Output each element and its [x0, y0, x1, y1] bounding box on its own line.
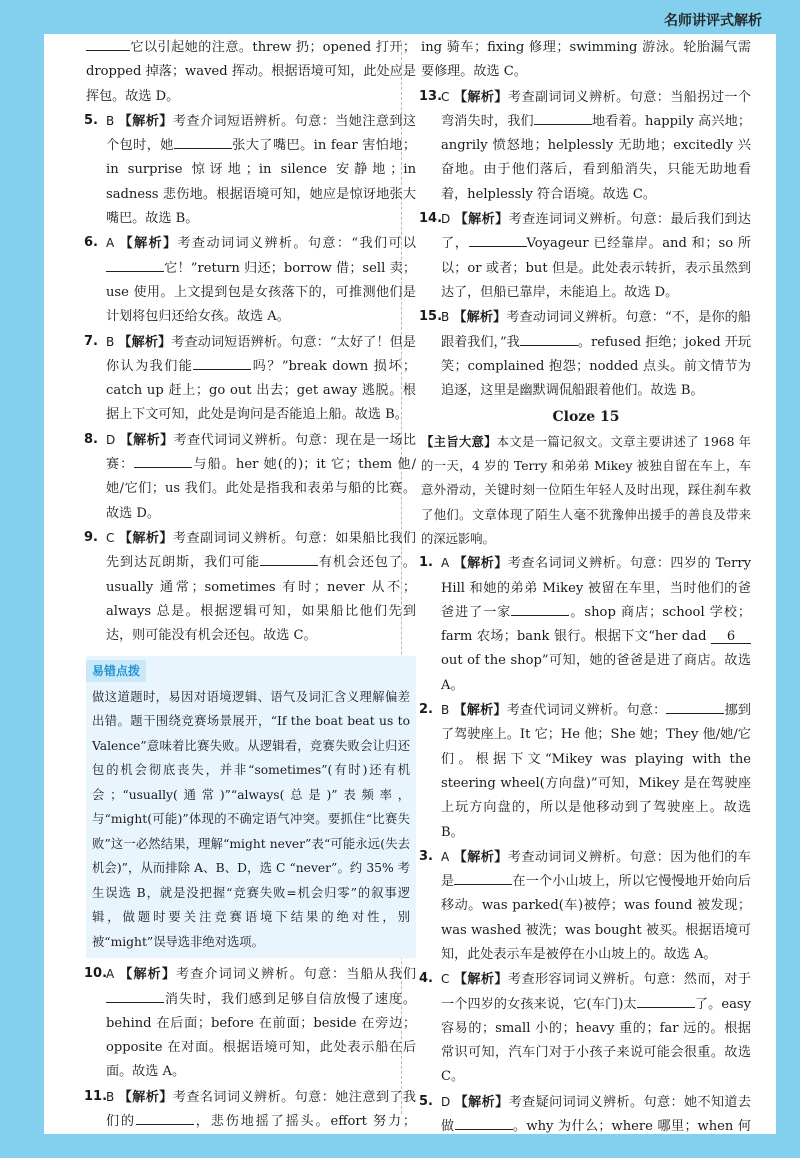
error-tip-header: 易错点拨: [86, 660, 146, 682]
left-column: [86, 36, 416, 1134]
analysis-label: 【解析】: [453, 703, 507, 719]
item-text-b: 消失时，我们感到足够自信放慢了速度。behind 在后面；before 在前面；beside 在旁边；opposite 在对面。根据语境可知，此处表示船在后面。故选 A。: [106, 991, 416, 1080]
answer-blank: [637, 994, 695, 1008]
answer-item: [421, 207, 751, 305]
answer-letter: B: [106, 334, 115, 349]
answer-item: [86, 330, 416, 428]
left-items: [86, 109, 416, 649]
item-number: 5.: [419, 1093, 433, 1109]
item-text-a: 考查疑问词词义辨析。句意：她不知道去做: [441, 1094, 752, 1134]
summary-label: 【主旨大意】: [421, 433, 497, 449]
answer-letter: D: [106, 432, 116, 447]
item-text-a: 考查介词短语辨析。句意：当她注意到这个包时，她: [106, 113, 417, 154]
answer-item: [421, 1090, 751, 1134]
item-text-b: Voyageur 已经靠岸。and 和；so 所以；or 或者；but 但是。此处表示转折，表示虽然到达了，但船已靠岸，未能追上。故选 D。: [441, 236, 752, 300]
answer-letter: C: [441, 972, 450, 987]
summary-text: 本文是一篇记叙文。文章主要讲述了 1968 年的一天，4 岁的 Terry 和弟弟 Mikey 被独自留在车上，车意外滑动，关键时刻一位陌生年轻人及时出现，踩住刹车救了他们。文章体现了陌生人毫不犹豫伸出援手的善良及带来的深远影响。: [421, 434, 751, 546]
item-text-b: 吗？”break down 损坏；catch up 赶上；go out 出去；get away 逃脱。根据上下文可知，此处是询问是否能追上船。故选 B。: [106, 358, 416, 423]
answer-letter: A: [441, 556, 450, 571]
item-text-a: 考查副词词义辨析。句意：当船拐过一个弯消失时，我们: [441, 89, 752, 129]
item-text-b: 。refused 拒绝；joked 开玩笑；complained 抱怨；nodded 点头。前文情节为追逐，这里是幽默调侃船跟着他们。故选 B。: [441, 334, 751, 399]
item-text-a: 考查动词词义辨析。句意：因为他们的车是: [441, 849, 752, 890]
error-tip-body: 做这道题时，易因对语境逻辑、语气及词汇含义理解偏差出错。题干围绕竞赛场景展开，“If the boat beat us to Valence”意味着比赛失败。从逻辑看，竞赛失败会让归还包的机会彻底丧失，并非“sometimes”(有时)还有机会；“usually(通常)”“always(总是)”表频率，与“might(可能)”体现的不确定语气冲突。要抓住“比赛失败”这一必然结果，理解“might never”表“可能永远(失去机会)”，从而排除 A、B、D，选 C “never”。约 35% 考生误选 B，就是没把握“竞赛失败=机会归零”的叙事逻辑，做题时要关注竞赛语境下结果的绝对性，别被“might”误导选非绝对选项。: [92, 689, 410, 949]
analysis-label: 【解析】: [118, 530, 173, 546]
item-text-b: 。shop 商店；school 学校；farm 农场；bank 银行。根据下文“her dad: [441, 604, 752, 645]
numbered-blank: 6: [711, 630, 751, 644]
passage-summary: [421, 430, 751, 551]
answer-blank: [106, 258, 164, 272]
item-text-c: out of the shop”可知，她的爸爸是进了商店。故选 A。: [441, 653, 751, 693]
item-number: 3.: [419, 848, 433, 864]
answer-letter: B: [106, 1089, 115, 1104]
page: [44, 34, 776, 1134]
item-text-a: 考查代词词义辨析。句意：: [506, 703, 667, 719]
answer-letter: A: [106, 236, 115, 251]
item-number: 11.: [84, 1088, 108, 1104]
item-text-b: ，悲伤地摇了摇头。effort 努力；: [193, 1114, 417, 1129]
answer-letter: B: [441, 310, 450, 325]
item-number: 14.: [419, 211, 443, 227]
answer-continuation: [86, 36, 416, 109]
analysis-label: 【解析】: [454, 1094, 509, 1110]
item-text-a: 考查形容词词义辨析。句意：然而，对于一个四岁的女孩来说，它(车门)太: [441, 972, 752, 1012]
analysis-label: 【解析】: [118, 236, 178, 252]
analysis-label: 【解析】: [118, 334, 172, 350]
answer-blank: [134, 454, 192, 468]
answer-item: [86, 526, 416, 648]
answer-blank: [511, 602, 569, 616]
answer-item: [86, 109, 416, 231]
item-text-a: 考查副词词义辨析。句意：如果船比我们先到达瓦朗斯，我们可能: [106, 530, 417, 571]
answer-letter: A: [441, 849, 450, 864]
analysis-label: 【解析】: [453, 89, 508, 105]
answer-item: [421, 967, 751, 1089]
answer-blank: [520, 332, 578, 346]
answer-blank: [106, 989, 164, 1003]
analysis-label: 【解析】: [118, 1089, 173, 1105]
answer-item: [421, 305, 751, 403]
answer-letter: D: [441, 212, 451, 227]
item-number: 5.: [84, 112, 98, 128]
item-number: 10.: [84, 966, 108, 982]
answer-letter: B: [441, 703, 450, 718]
item-number: 7.: [84, 333, 98, 349]
analysis-label: 【解析】: [453, 556, 508, 572]
item-text-b: 地看着。happily 高兴地；angrily 愤怒地；helplessly 无助地；excitedly 兴奋地。由于他们落后，看到船消失，只能无助地看着，helplessly 符合语境。故选 C。: [441, 113, 752, 202]
item-text-b: 在一个小山坡上，所以它慢慢地开始向后移动。was parked(车)被停；was found 被发现；was washed 被洗；was bought 被买。根据语境可知，此处表示车是被停在小山坡上的。故选 A。: [441, 874, 752, 962]
answer-letter: C: [106, 530, 115, 545]
answer-blank: [469, 233, 527, 247]
right-items: [421, 85, 751, 404]
answer-letter: A: [106, 967, 115, 982]
page-header-title: 名师讲评式解析: [664, 13, 762, 29]
answer-blank: [455, 1116, 513, 1130]
item-text-a: 考查连词词义辨析。句意：最后我们到达了，: [441, 212, 752, 252]
answer-item: [421, 85, 751, 207]
item-text-b: 有机会还包了。usually 通常；sometimes 有时；never 从不；always 总是。根据逻辑可知，如果船比他们先到达，则可能没有机会还包。故选 C。: [106, 555, 416, 644]
left-items-2: [86, 962, 416, 1134]
item-text-a: 考查代词词义辨析。句意：现在是一场比赛：: [106, 432, 417, 473]
answer-item: [421, 551, 751, 698]
cloze-title: Cloze 15: [552, 409, 620, 426]
item-number: 13.: [419, 88, 443, 104]
answer-letter: D: [441, 1094, 451, 1109]
item-number: 2.: [419, 702, 433, 718]
analysis-label: 【解析】: [118, 967, 177, 983]
analysis-label: 【解析】: [118, 113, 173, 129]
item-text-a: 考查动词词义辨析。句意：“不，是你的船跟着我们，”我: [441, 310, 751, 350]
item-number: 15.: [419, 309, 443, 325]
answer-letter: B: [106, 113, 115, 128]
answer-blank: [193, 356, 251, 370]
item-text-b: 它！”return 归还；borrow 借；sell 卖；use 使用。上文提到包是女孩落下的，可推测他们是计划将包归还给女孩。故选 A。: [106, 260, 416, 325]
item-text-a: 考查名词词义辨析。句意：四岁的 Terry Hill 和她的弟弟 Mikey 被留在车里，当时他们的爸爸进了一家: [441, 556, 752, 620]
item-text-a: 考查动词短语辨析。句意：“太好了！但是你认为我们能: [106, 334, 416, 374]
item-text-b: 了。easy 容易的；small 小的；heavy 重的；far 远的。根据常识可知，汽车门对于小孩子来说可能会很重。故选 C。: [441, 996, 752, 1085]
answer-blank: [260, 552, 318, 566]
header-bar: [0, 0, 800, 34]
answer-blank: [534, 111, 592, 125]
answer-item: [421, 845, 751, 967]
answer-blank: [136, 1111, 194, 1125]
answer-item: [86, 428, 416, 526]
item-text-a: 考查名词词义辨析。句意：她注意到了我们的: [106, 1089, 417, 1129]
item-text-a: 考查动词词义辨析。句意：“我们可以: [177, 236, 416, 252]
item-number: 9.: [84, 529, 98, 545]
answer-letter: C: [441, 89, 450, 104]
item-number: 4.: [419, 971, 433, 987]
answer-blank: [86, 37, 130, 51]
analysis-label: 【解析】: [119, 432, 174, 448]
analysis-label: 【解析】: [453, 972, 508, 988]
right-column: [421, 36, 751, 1134]
item-text-b: 张大了嘴巴。in fear 害怕地；in surprise 惊讶地；in silence 安静地；in sadness 悲伤地。根据语境可知，她应是惊讶地张大嘴巴。故选 B。: [106, 138, 417, 227]
answer-item: [86, 1085, 416, 1134]
answer-item: [421, 698, 751, 845]
answer-item: [86, 231, 416, 329]
answer-blank: [666, 700, 724, 714]
analysis-label: 【解析】: [453, 310, 507, 326]
answer-continuation-right: ing 骑车；fixing 修理；swimming 游泳。轮胎漏气需要修理。故选 C。: [421, 40, 751, 80]
item-text-b: 挪到了驾驶座上。It 它；He 他；She 她；They 他/她/它们。根据下文“Mikey was playing with the steering wheel(方向盘)”可知，Mikey 是在驾驶座上玩方向盘的，所以是他移动到了驾驶座上。故选 B。: [441, 703, 752, 840]
paragraph-text: 它以引起她的注意。threw 扔；opened 打开；dropped 掉落；waved 挥动。根据语境可知，此处应是挥包。故选 D。: [86, 40, 416, 104]
right-items-2: [421, 551, 751, 1134]
item-number: 8.: [84, 431, 98, 447]
analysis-label: 【解析】: [453, 849, 508, 865]
item-number: 1.: [419, 555, 433, 571]
item-text-b: 。why 为什么；where 哪里；when 何: [512, 1119, 752, 1134]
analysis-label: 【解析】: [454, 212, 509, 228]
error-tip-box: [86, 656, 416, 958]
item-number: 6.: [84, 235, 98, 251]
item-text-b: 与船。her 她(的)；it 它；them 他/她/它们；us 我们。此处是指我和表弟与船的比赛。故选 D。: [106, 457, 416, 521]
answer-item: [86, 962, 416, 1084]
item-text-a: 考查介词词义辨析。句意：当船从我们: [176, 967, 417, 983]
answer-blank: [174, 135, 232, 149]
answer-blank: [454, 871, 512, 885]
